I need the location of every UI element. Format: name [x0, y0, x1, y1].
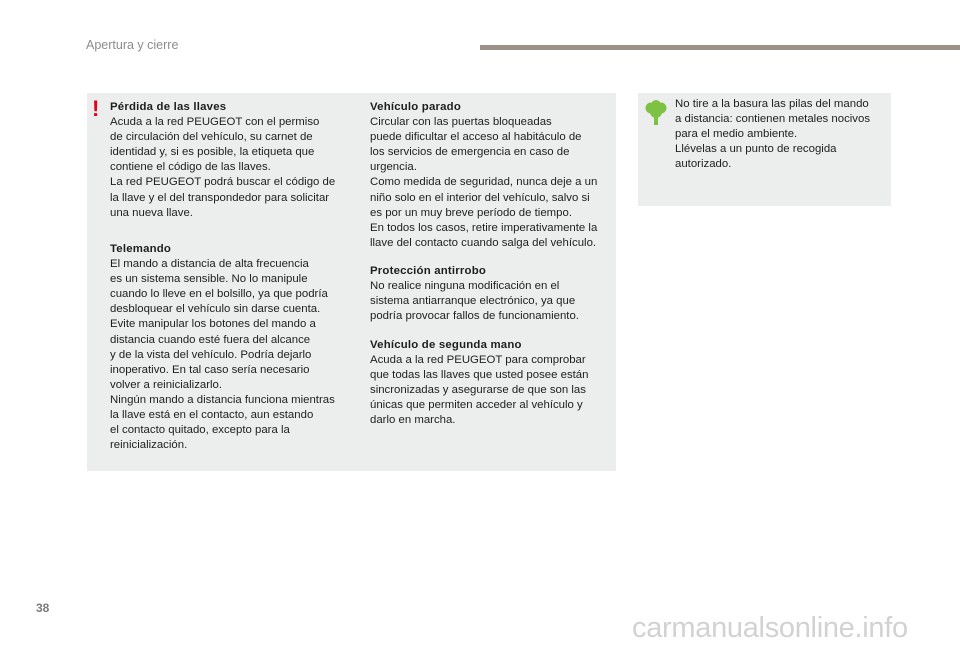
section-title: Protección antirrobo: [370, 265, 487, 277]
eco-notice: [675, 97, 887, 172]
section-remote-control: [110, 242, 355, 453]
section-second-hand-vehicle: [370, 338, 615, 429]
section-body: No realice ninguna modificación en el sistema antiarranque electrónico, ya que podría provocar fallos de funcionamiento.: [370, 280, 579, 323]
section-anti-theft: [370, 264, 615, 324]
section-title: Vehículo de segunda mano: [370, 339, 522, 351]
section-lost-keys: [110, 100, 355, 221]
section-body: Acuda a la red PEUGEOT para comprobar que todas las llaves que usted posee están sincronizadas y asegurarse de que son las únicas que permiten acceder al vehículo y darlo en marcha.: [370, 354, 589, 427]
section-body: Acuda a la red PEUGEOT con el permiso de circulación del vehículo, su carnet de identidad y, si es posible, la etiqueta que contiene el código de las llaves. La red PEUGEOT podrá buscar el código de la llave y el del transpondedor para solicitar una nueva llave.: [110, 116, 336, 219]
section-parked-vehicle: [370, 100, 615, 251]
section-body: El mando a distancia de alta frecuencia es un sistema sensible. No lo manipule cuando lo lleve en el bolsillo, ya que podría desbloquear el vehículo sin darse cuenta. Evite manipular los botones del mando a distancia cuando esté fuera del alcance y de la vista del vehículo. Podría dejarlo inoperativo. En tal caso sería necesario volver a reinicializarlo. Ningún mando a distancia funciona mientras la llave está en el contacto, aun estando el contacto quitado, excepto para la reinicialización.: [110, 258, 335, 452]
header-divider-bar: [480, 45, 960, 50]
watermark: carmanualsonline.info: [632, 612, 908, 644]
tree-icon: [645, 100, 667, 131]
section-title: Vehículo parado: [370, 101, 461, 113]
section-body: Circular con las puertas bloqueadas puede dificultar el acceso al habitáculo de los servicios de emergencia en caso de urgencia. Como medida de seguridad, nunca deje a un niño solo en el interior del vehículo, salvo si es por un muy breve período de tiempo. En todos los casos, retire imperativamente la llave del contacto cuando salga del vehículo.: [370, 116, 598, 249]
eco-notice-body: No tire a la basura las pilas del mando a distancia: contienen metales nocivos para el medio ambiente. Llévelas a un punto de recogida autorizado.: [675, 98, 871, 171]
exclamation-icon: !: [92, 96, 100, 121]
section-title: Telemando: [110, 243, 172, 255]
page-number: 38: [36, 601, 50, 615]
section-title: Pérdida de las llaves: [110, 101, 227, 113]
page-section-title: Apertura y cierre: [86, 38, 179, 52]
